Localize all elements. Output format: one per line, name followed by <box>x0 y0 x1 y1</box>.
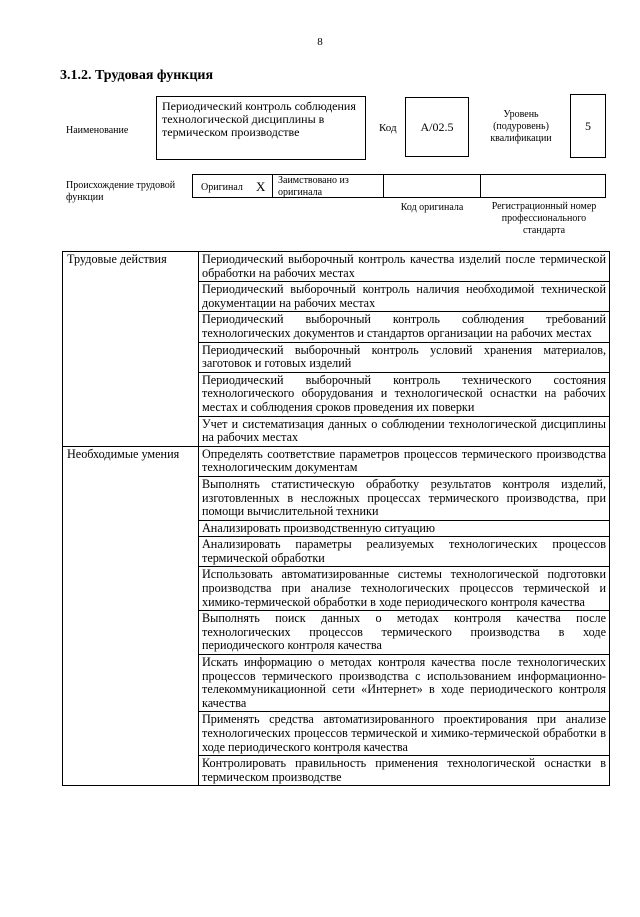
table-cell: Периодический выборочный контроль технического состояния технологического оборудования и технологической оснастки на рабочих местах и соблюдения сроков проведения их поверки <box>199 372 610 416</box>
reg-number-caption: Регистрационный номер профессионального стандарта <box>491 201 597 236</box>
table-cell: Выполнять поиск данных о методах контроля качества после технологических процессов термического производства в ходе периодического контроля качества <box>199 611 610 655</box>
table-cell: Определять соответствие параметров процессов термического производства технологическим документам <box>199 446 610 476</box>
section-title-labor-actions: Трудовые действия <box>63 252 199 447</box>
table-cell: Периодический выборочный контроль условий хранения материалов, заготовок и готовых изделий <box>199 342 610 372</box>
original-mark: X <box>256 179 266 194</box>
level-label: Уровень (подуровень) квалификации <box>490 109 552 144</box>
code-label: Код <box>379 122 397 134</box>
labor-function-table <box>62 251 610 786</box>
name-label: Наименование <box>66 125 129 136</box>
code-original-caption: Код оригинала <box>400 202 464 213</box>
table-cell: Выполнять статистическую обработку результатов контроля изделий, изготовленных в несложных процессах термического производства, при помощи вычислительной техники <box>199 476 610 520</box>
table-cell: Периодический выборочный контроль соблюдения требований технологических документов и стандартов организации на рабочих местах <box>199 312 610 342</box>
level-value-box: 5 <box>570 94 606 158</box>
origin-label: Происхождение трудовой функции <box>66 180 176 203</box>
origin-divider <box>272 174 273 198</box>
section-heading: 3.1.2. Трудовая функция <box>60 68 214 83</box>
table-cell: Контролировать правильность применения технологической оснастки в термическом производстве <box>199 756 610 786</box>
table-cell: Анализировать параметры реализуемых технологических процессов термической обработки <box>199 537 610 567</box>
table-row <box>63 446 610 476</box>
original-label: Оригинал <box>201 182 243 193</box>
table-cell: Анализировать производственную ситуацию <box>199 520 610 537</box>
origin-divider <box>383 174 384 198</box>
page-number: 8 <box>317 36 323 48</box>
table-cell: Периодический выборочный контроль наличия необходимой технической документации на рабочих местах <box>199 282 610 312</box>
table-cell: Периодический выборочный контроль качества изделий после термической обработки на рабочих местах <box>199 252 610 282</box>
table-cell: Применять средства автоматизированного проектирования при анализе технологических процессов термической и химико-термической обработки в ходе периодического контроля качества <box>199 712 610 756</box>
origin-divider <box>480 174 481 198</box>
borrowed-label: Заимствовано из оригинала <box>278 175 349 198</box>
function-name-box: Периодический контроль соблюдения технологической дисциплины в термическом производстве <box>156 96 366 160</box>
table-row <box>63 252 610 282</box>
table-cell: Учет и систематизация данных о соблюдении технологической дисциплины на рабочих местах <box>199 416 610 446</box>
table-cell: Использовать автоматизированные системы технологической подготовки производства при анализе технологических процессов термической и химико-термической обработки в ходе периодического контроля качества <box>199 567 610 611</box>
origin-box <box>192 174 606 198</box>
table-cell: Искать информацию о методах контроля качества после технологических процессов термического производства с использованием информационно-телекоммуникационной сети «Интернет» в ходе периодического контроля качества <box>199 655 610 712</box>
code-value-box: А/02.5 <box>405 97 469 157</box>
section-title-required-skills: Необходимые умения <box>63 446 199 786</box>
